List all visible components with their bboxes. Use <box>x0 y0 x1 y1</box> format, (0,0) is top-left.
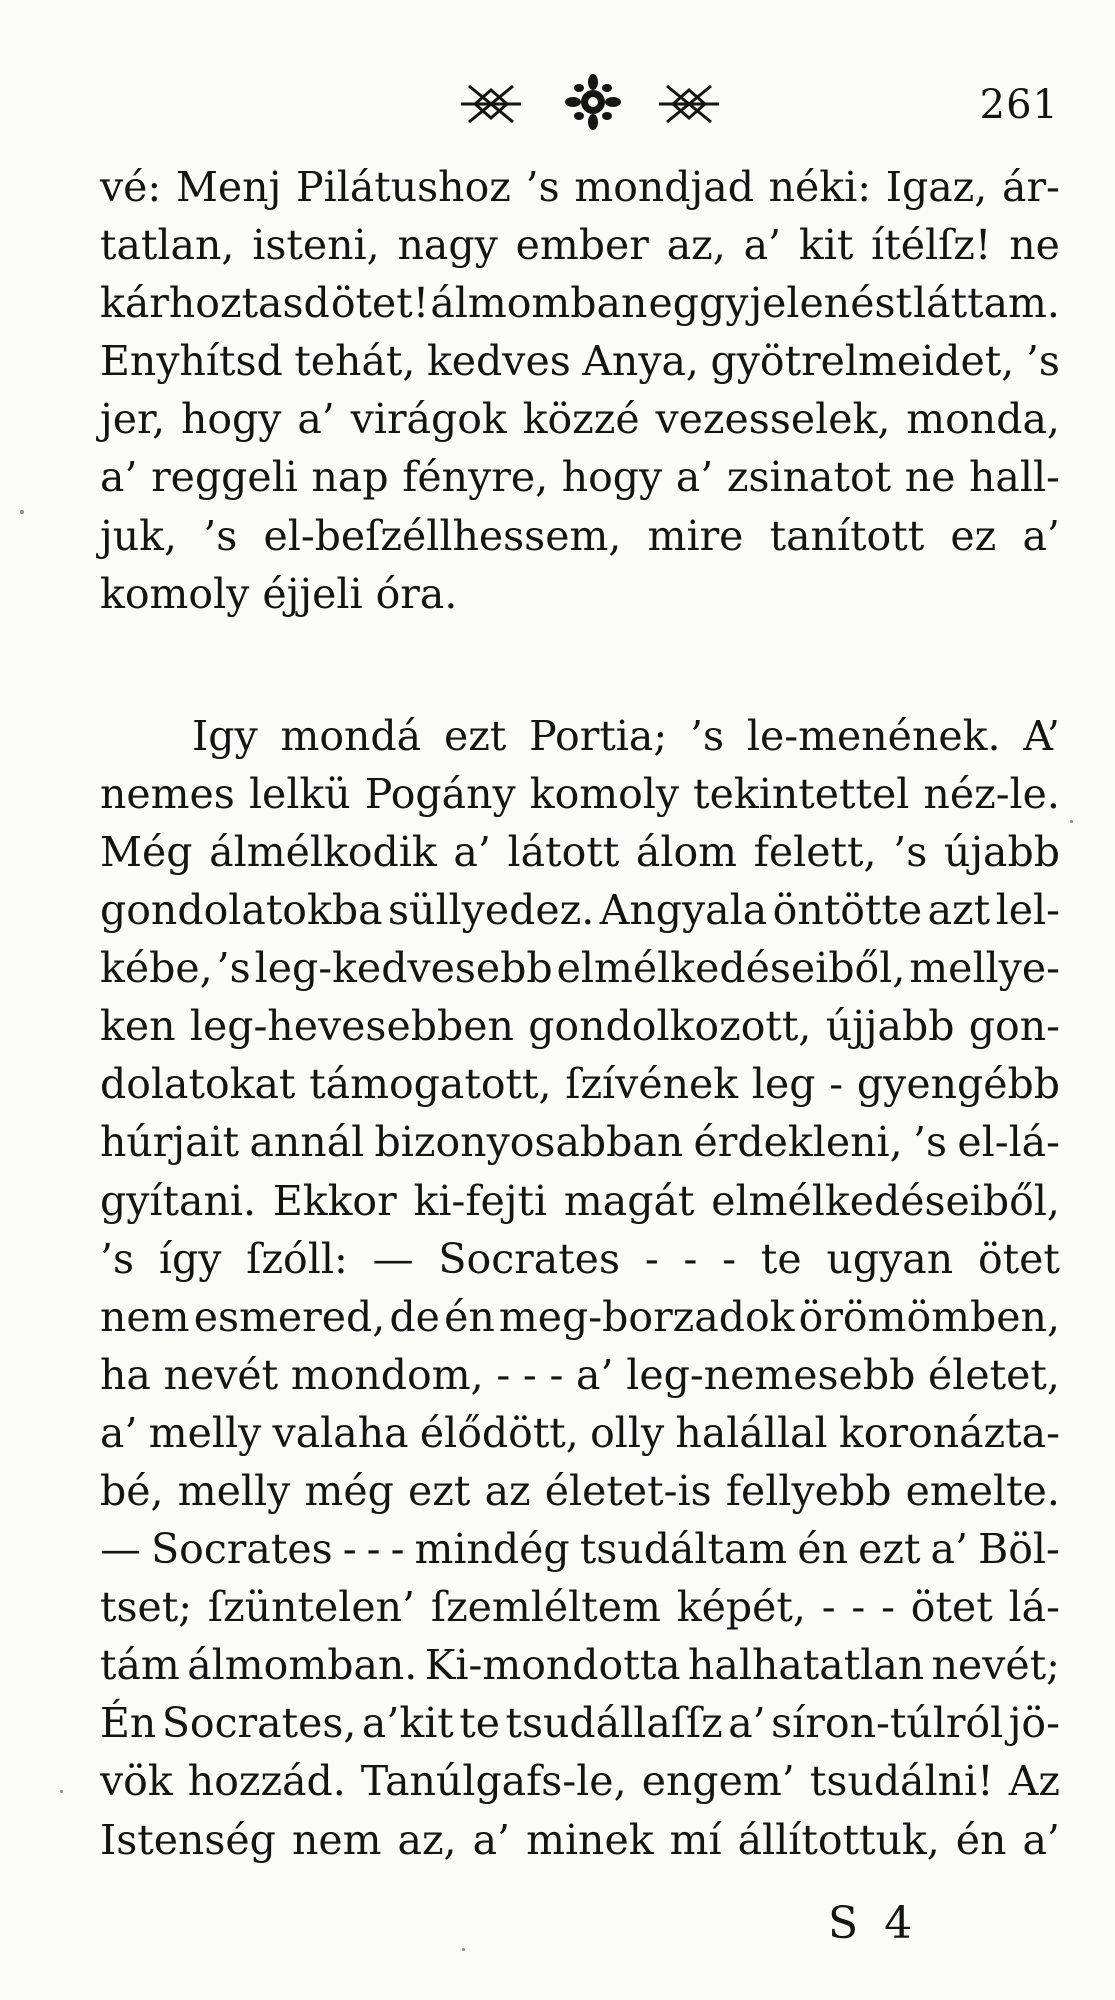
text-line: tatlan, isteni, nagy ember az, a’ kit ítélſz! ne <box>100 221 1060 270</box>
text-line: dolatokat támogatott, ſzívének leg - gyengébb <box>100 1060 1060 1109</box>
paragraph <box>100 707 1060 1869</box>
text-line: kárhoztasd ötet! álmomban eggy jelenést láttam. <box>100 279 1060 328</box>
text-line: gondolatokba süllyedez. Angyala öntötte azt lel- <box>100 886 1060 935</box>
text-line: a’ reggeli nap fényre, hogy a’ zsinatot ne hall- <box>100 453 1060 502</box>
text-line: tset; ſzüntelen’ ſzemléltem képét, - - - ötet lá- <box>100 1583 1060 1632</box>
text-line: Még álmélkodik a’ látott álom felett, ’s újabb <box>100 827 1060 876</box>
text-line: vé: Menj Pilátushoz ’s mondjad néki: Igaz, ár- <box>100 163 1060 211</box>
text-line: a’ melly valaha élődött, olly halállal koronázta- <box>100 1408 1060 1457</box>
text-line: Igy mondá ezt Portia; ’s le-menének. A’ <box>192 711 1060 760</box>
text-line: komoly éjjeli óra. <box>100 569 458 618</box>
page-header <box>0 72 1115 142</box>
paper-speck <box>20 510 24 514</box>
text-line: ken leg-hevesebben gondolkozott, újjabb gon- <box>100 1002 1060 1051</box>
signature-mark: S 4 <box>828 1898 919 1949</box>
text-line: gyítani. Ekkor ki-fejti magát elmélkedéseiből, <box>100 1176 1060 1225</box>
text-line: nemes lelkü Pogány komoly tekintettel néz-le. <box>100 769 1060 818</box>
text-line: húrjait annál bizonyosabban érdekleni, ’s el-lá- <box>100 1118 1060 1167</box>
text-line: — Socrates - - - mindég tsudáltam én ezt a’ Böl- <box>100 1525 1060 1574</box>
text-line: bé, melly még ezt az életet-is fellyebb emelte. <box>100 1466 1060 1515</box>
body-text <box>100 158 1060 1869</box>
text-line: kébe, ’s leg-kedvesebb elmélkedéseiből, mellye- <box>100 944 1060 993</box>
paragraph-gap <box>100 623 1060 707</box>
text-line: tám álmomban. Ki-mondotta halhatatlan nevét; <box>100 1641 1060 1690</box>
text-line: ’s így ſzóll: — Socrates - - - te ugyan ötet <box>100 1234 1060 1283</box>
paragraph <box>100 158 1060 623</box>
text-line: juk, ’s el-beſzéllhessem, mire tanított ez a’ <box>100 511 1060 560</box>
paper-speck <box>1070 820 1073 823</box>
text-line: Istenség nem az, a’ minek mí állítottuk, én a’ <box>100 1815 1060 1864</box>
page-number: 261 <box>979 82 1059 128</box>
paper-speck <box>60 1790 63 1793</box>
paper-speck <box>462 1948 465 1951</box>
decorative-ornament-icon <box>455 72 745 132</box>
text-line: jer, hogy a’ virágok közzé vezesselek, monda, <box>100 395 1060 444</box>
text-line: nem esmered, de én meg-borzadok örömömben, <box>100 1292 1060 1341</box>
text-line: Én Socrates, a’kit te tsudállaſſz a’ síron-túlról jö- <box>100 1699 1060 1748</box>
text-line: vök hozzád. Tanúlgafs-le, engem’ tsudálni! Az <box>100 1757 1060 1806</box>
text-line: ha nevét mondom, - - - a’ leg-nemesebb életet, <box>100 1350 1060 1399</box>
text-line: Enyhítsd tehát, kedves Anya, gyötrelmeidet, ’s <box>100 337 1060 386</box>
